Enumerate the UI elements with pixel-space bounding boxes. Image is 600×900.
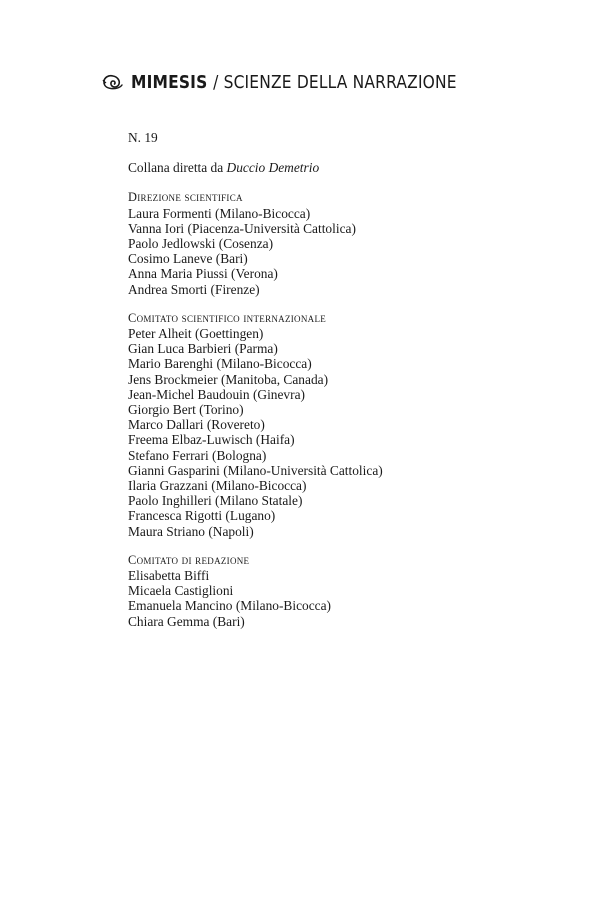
spiral-snail-icon [102,73,124,91]
series-name: SCIENZE DELLA NARRAZIONE [223,71,457,93]
list-item: Paolo Inghilleri (Milano Statale) [128,493,303,509]
editor-line [128,160,548,175]
list-item: Andrea Smorti (Firenze) [128,281,260,297]
list-item: Anna Maria Piussi (Verona) [128,266,278,282]
list-item: Jean-Michel Baudouin (Ginevra) [128,386,305,402]
section-heading-direzione: Direzione scientifica [128,190,243,205]
list-item: Giorgio Bert (Torino) [128,402,244,418]
direzione-list [128,206,548,297]
list-item: Emanuela Mancino (Milano-Bicocca) [128,598,332,614]
list-item: Elisabetta Biffi [128,568,210,584]
list-item: Maura Striano (Napoli) [128,523,254,539]
issue-number: N. 19 [128,130,158,145]
section-heading-redazione: Comitato di redazione [128,552,250,567]
list-item: Francesca Rigotti (Lugano) [128,508,276,524]
editor-prefix: Collana diretta da [128,160,227,176]
section-heading-comitato-scientifico: Comitato scientifico internazionale [128,310,327,325]
list-item: Chiara Gemma (Bari) [128,613,245,629]
list-item: Stefano Ferrari (Bologna) [128,447,267,463]
list-item: Gian Luca Barbieri (Parma) [128,341,278,357]
list-item: Mario Barenghi (Milano-Bicocca) [128,356,312,372]
publisher-brand: MIMESIS [131,71,208,93]
colophon-content [128,130,548,629]
list-item: Vanna Iori (Piacenza-Università Cattolica) [128,220,356,236]
series-title [208,72,457,93]
series-header [102,70,497,94]
list-item: Ilaria Grazzani (Milano-Bicocca) [128,478,307,494]
list-item: Laura Formenti (Milano-Bicocca) [128,205,311,221]
list-item: Cosimo Laneve (Bari) [128,251,248,267]
list-item: Jens Brockmeier (Manitoba, Canada) [128,371,329,387]
list-item: Micaela Castiglioni [128,583,234,599]
list-item: Gianni Gasparini (Milano-Università Cattolica) [128,462,383,478]
redazione-list [128,568,548,629]
list-item: Paolo Jedlowski (Cosenza) [128,236,274,252]
list-item: Freema Elbaz-Luwisch (Haifa) [128,432,295,448]
header-separator: / [207,71,224,93]
comitato-scientifico-list [128,326,548,539]
list-item: Marco Dallari (Rovereto) [128,417,265,433]
editor-name: Duccio Demetrio [226,160,320,176]
list-item: Peter Alheit (Goettingen) [128,326,264,342]
